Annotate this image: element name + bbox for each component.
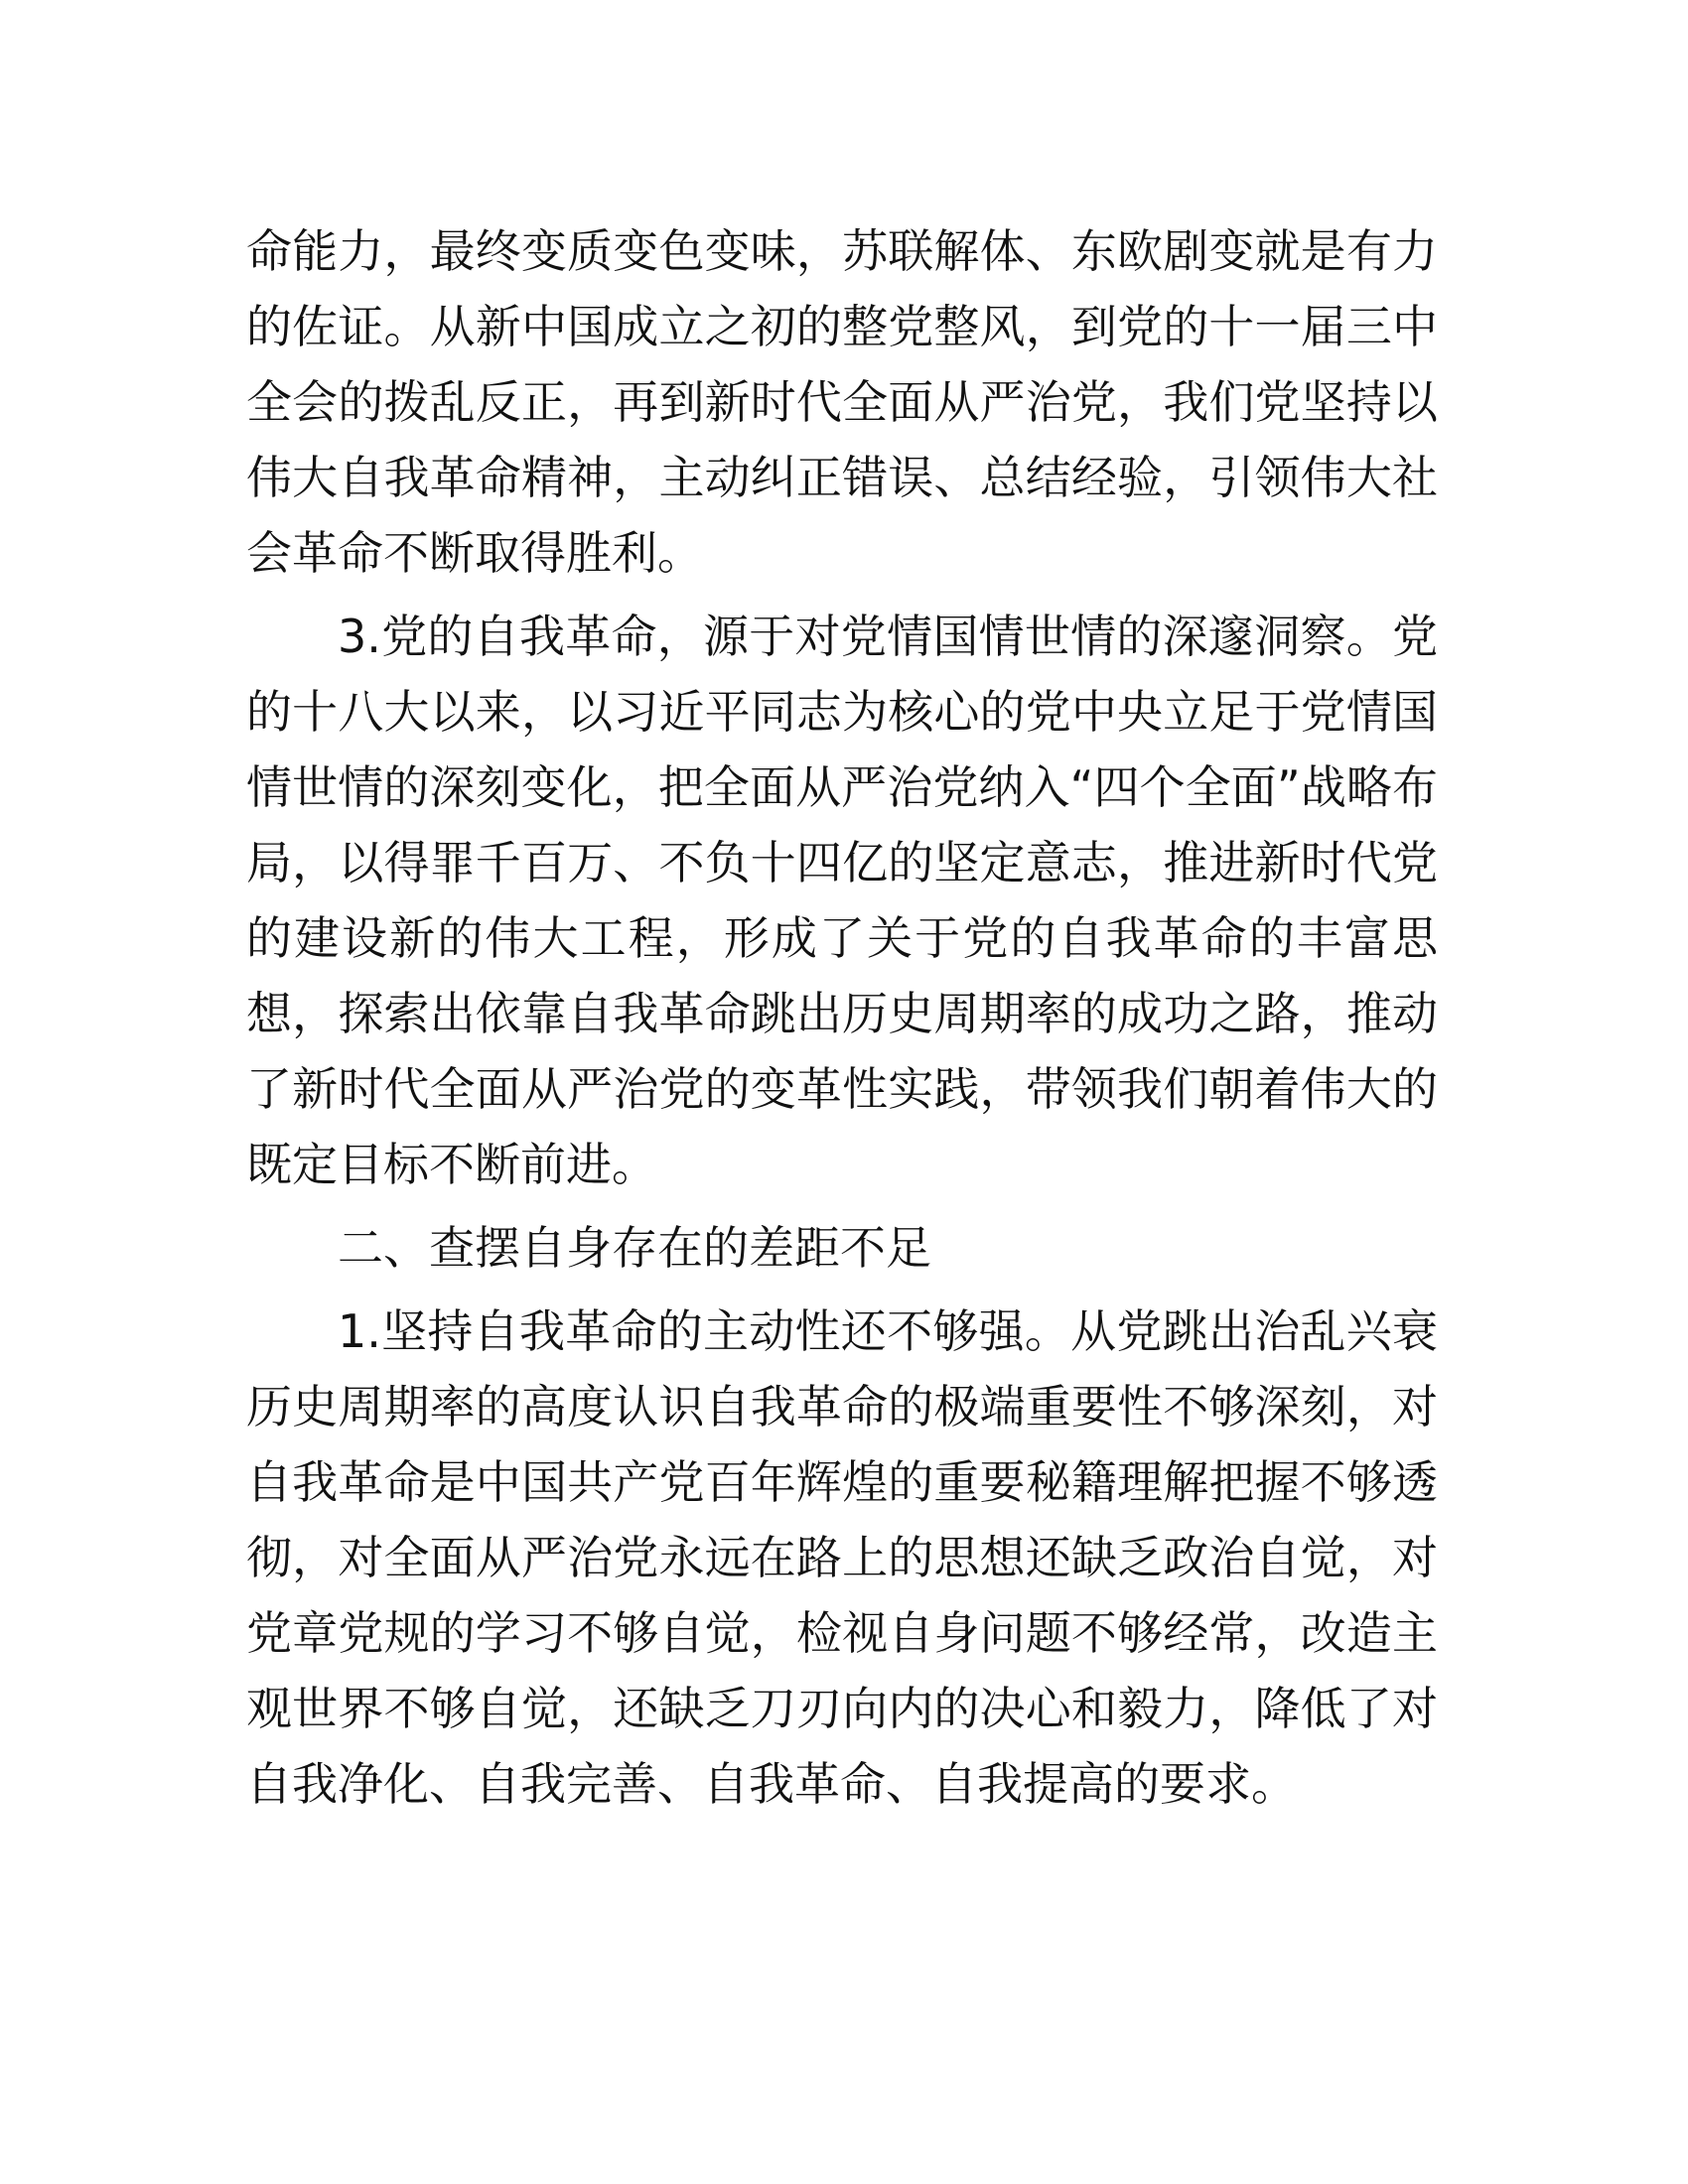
section-heading-2: 二、查摆自身存在的差距不足 <box>338 1221 931 1275</box>
document-body <box>246 213 1438 1830</box>
paragraph-continuation: 命能力，最终变质变色变味，苏联解体、东欧剧变就是有力的佐证。从新中国成立之初的整党整风，到党的十一届三中全会的拨乱反正，再到新时代全面从严治党，我们党坚持以伟大自我革命精神，主动纠正错误、总结经验，引领伟大社会革命不断取得胜利。 <box>246 224 1438 580</box>
paragraph-point-3: 3.党的自我革命，源于对党情国情世情的深邃洞察。党的十八大以来，以习近平同志为核心的党中央立足于党情国情世情的深刻变化，把全面从严治党纳入“四个全面”战略布局，以得罪千百万、不负十四亿的坚定意志，推进新时代党的建设新的伟大工程，形成了关于党的自我革命的丰富思想，探索出依靠自我革命跳出历史周期率的成功之路，推动了新时代全面从严治党的变革性实践，带领我们朝着伟大的既定目标不断前进。 <box>246 610 1438 1191</box>
paragraph-point-1: 1.坚持自我革命的主动性还不够强。从党跳出治乱兴衰历史周期率的高度认识自我革命的极端重要性不够深刻，对自我革命是中国共产党百年辉煌的重要秘籍理解把握不够透彻，对全面从严治党永远在路上的思想还缺乏政治自觉，对党章党规的学习不够自觉，检视自身问题不够经常，改造主观世界不够自觉，还缺乏刀刃向内的决心和毅力，降低了对自我净化、自我完善、自我革命、自我提高的要求。 <box>246 1304 1438 1811</box>
